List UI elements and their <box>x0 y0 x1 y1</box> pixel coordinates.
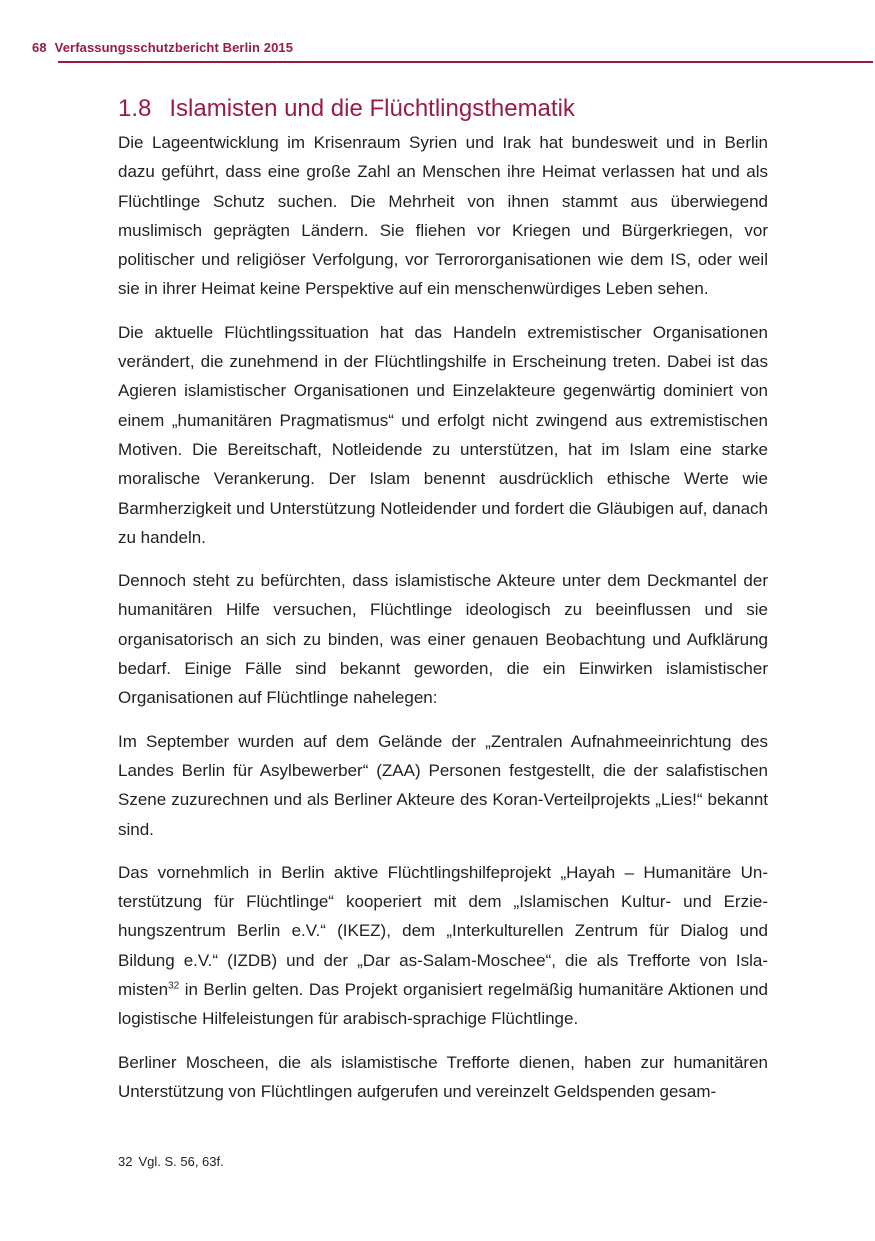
section-title: Islamisten und die Flüchtlingsthematik <box>169 95 575 122</box>
footnote-reference[interactable]: 32 <box>168 980 180 992</box>
footnote-number: 32 <box>118 1154 133 1169</box>
page-number: 68 <box>32 40 47 55</box>
body-text <box>118 128 768 1120</box>
paragraph: Im September wurden auf dem Gelände der „Zentralen Aufnahmeeinrichtung des Landes Berlin für Asylbewerber“ (ZAA) Personen festgestellt, die der salafistischen Szene zuzurechnen und als Berliner Akteure des Koran-Verteilprojekts „Lies!“ bekannt sind. <box>118 731 768 839</box>
header-divider <box>58 61 873 63</box>
paragraph-text: in Berlin gelten. Das Projekt organisiert regelmäßig humanitäre Aktionen und logistische Hilfeleistungen für arabisch-sprachige Flüchtlinge. <box>118 980 768 1029</box>
footnote-text: Vgl. S. 56, 63f. <box>138 1154 224 1169</box>
paragraph <box>118 858 768 1034</box>
paragraph: Die aktuelle Flüchtlingssituation hat das Handeln extremistischer Organisationen verändert, die zunehmend in der Flüchtlingshilfe in Erscheinung treten. Dabei ist das Agieren islamistischer Organisationen und Einzelakteure gegenwärtig dominiert von einem „humanitären Pragmatismus“ und erfolgt nicht zwingend aus extremistischen Motiven. Die Bereitschaft, Notleidende zu unterstützen, hat im Islam eine starke moralische Verankerung. Der Islam benennt ausdrücklich ethische Werte wie Barmherzigkeit und Unterstützung Notleidender und fordert die Gläubigen auf, danach zu handeln. <box>118 322 768 547</box>
paragraph: Die Lageentwicklung im Krisenraum Syrien und Irak hat bundesweit und in Berlin dazu geführt, dass eine große Zahl an Menschen ihre Heimat verlassen hat und als Flüchtlinge Schutz suchen. Die Mehrheit von ihnen stammt aus überwiegend muslimisch geprägten Ländern. Sie fliehen vor Kriegen und Bürgerkriegen, vor politischer und religiöser Verfolgung, vor Terrororganisationen wie dem IS, oder weil sie in ihrer Heimat keine Perspektive auf ein menschenwürdiges Leben sehen. <box>118 133 768 299</box>
paragraph: Berliner Moscheen, die als islamistische Trefforte dienen, haben zur humanitären Unterstützung von Flüchtlingen aufgerufen und vereinzelt Geldspenden gesam- <box>118 1052 768 1101</box>
report-title: Verfassungsschutzbericht Berlin 2015 <box>54 40 294 55</box>
footnote <box>118 1154 224 1169</box>
section-number: 1.8 <box>118 95 152 122</box>
paragraph-text: Das vornehmlich in Berlin aktive Flüchtlingshilfeprojekt „Hayah – Humanitäre Unterstützung für Flüchtlinge“ kooperiert mit dem „Islamischen Kultur- und Erziehungszentrum Berlin e.V.“ (IKEZ), dem „Interkulturellen Zentrum für Dialog und Bildung e.V.“ (IZDB) und der „Dar as-Salam-Moschee“, die als Trefforte von Islamisten <box>118 862 768 1000</box>
running-header <box>32 40 293 55</box>
paragraph: Dennoch steht zu befürchten, dass islamistische Akteure unter dem Deckmantel der humanitären Hilfe versuchen, Flüchtlinge ideologisch zu beeinflussen und sie organisatorisch an sich zu binden, was einer genauen Beobachtung und Aufklärung bedarf. Einige Fälle sind bekannt geworden, die ein Einwirken islamistischer Organisationen auf Flüchtlinge nahelegen: <box>118 571 768 708</box>
section-heading <box>118 95 575 123</box>
